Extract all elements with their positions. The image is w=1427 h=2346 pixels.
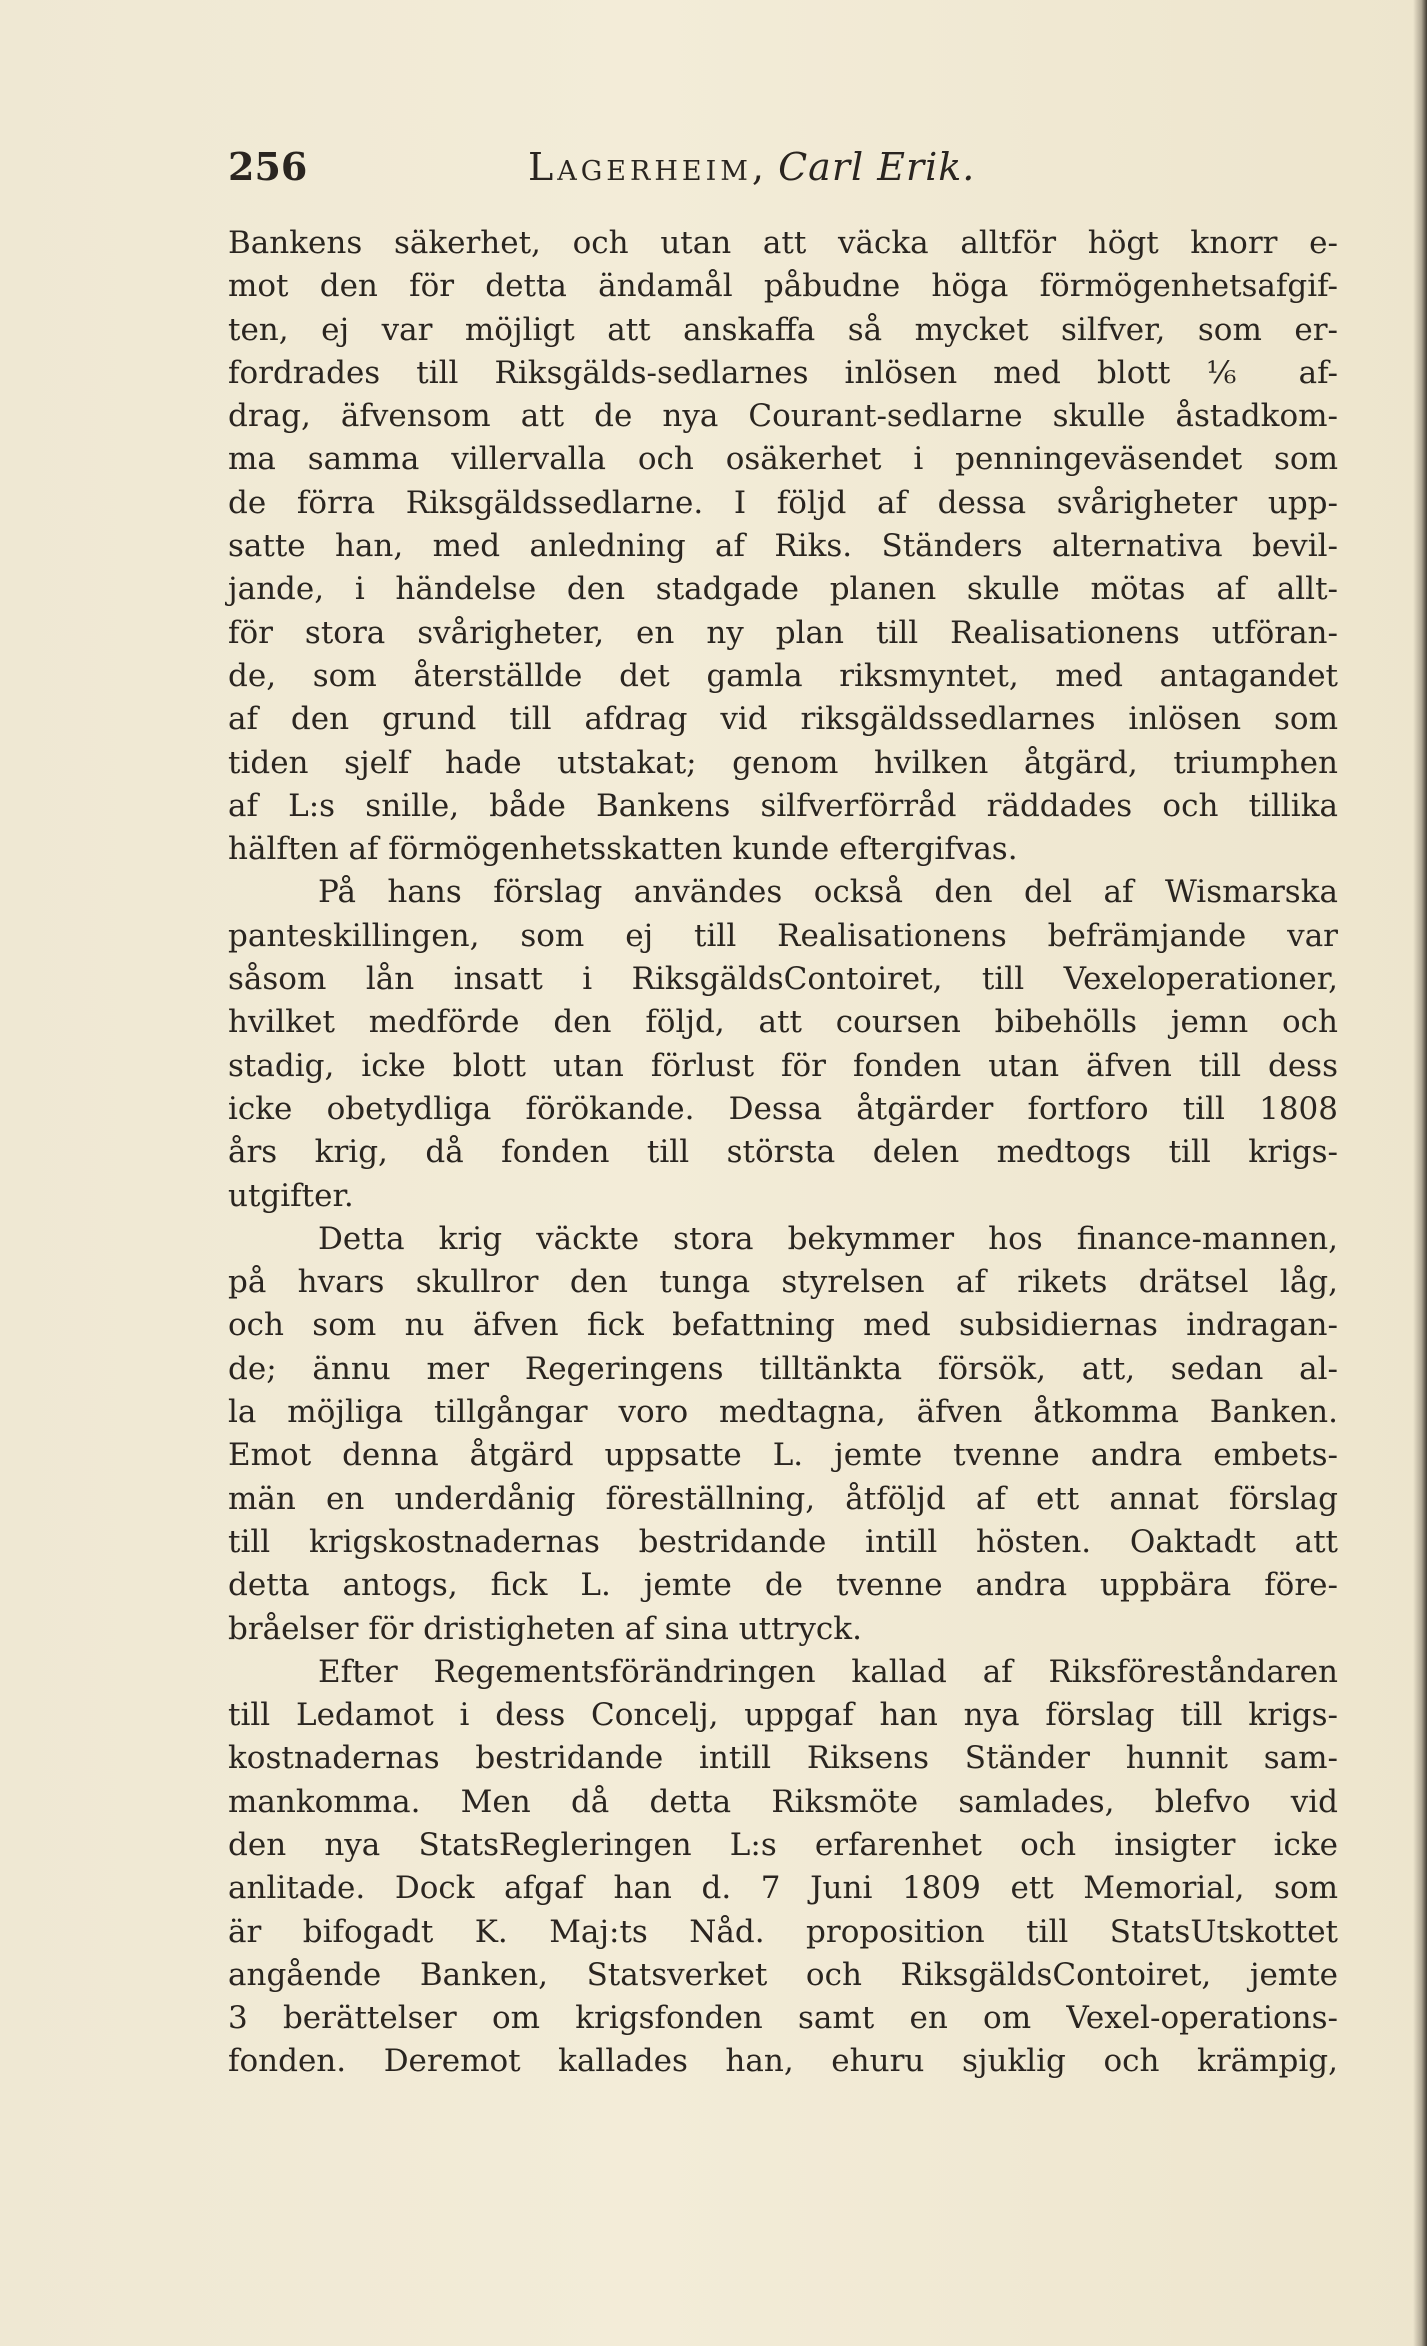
text-line: satte han, med anledning af Riks. Ständers alternativa bevil-: [228, 528, 1338, 565]
text-line: af den grund till afdrag vid riksgäldssedlarnes inlösen som: [228, 701, 1338, 738]
text-line: detta antogs, fick L. jemte de tvenne andra uppbära före-: [228, 1567, 1338, 1604]
text-line: icke obetydliga förökande. Dessa åtgärder fortforo till 1808: [228, 1090, 1338, 1127]
text-line: la möjliga tillgångar voro medtagna, äfven åtkomma Banken.: [228, 1394, 1338, 1431]
text-line: är bifogadt K. Maj:ts Nåd. proposition till StatsUtskottet: [228, 1913, 1338, 1950]
text-line: hvilket medförde den följd, att coursen bibehölls jemn och: [228, 1004, 1338, 1041]
text-line: bråelser för dristigheten af sina uttryck.: [228, 1610, 862, 1647]
text-line: ma samma villervalla och osäkerhet i penningeväsendet som: [228, 441, 1338, 478]
text-line: de förra Riksgäldssedlarne. I följd af dessa svårigheter upp-: [228, 484, 1338, 521]
text-line: anlitade. Dock afgaf han d. 7 Juni 1809 ett Memorial, som: [228, 1870, 1338, 1907]
text-line: kostnadernas bestridande intill Riksens Ständer hunnit sam-: [228, 1740, 1338, 1777]
text-line: På hans förslag användes också den del af Wismarska: [318, 874, 1338, 911]
text-line: stadig, icke blott utan förlust för fonden utan äfven till dess: [228, 1047, 1338, 1084]
text-line: drag, äfvensom att de nya Courant-sedlarne skulle åstadkom-: [228, 398, 1338, 435]
text-line: 3 berättelser om krigsfonden samt en om Vexel-operations-: [228, 2000, 1338, 2037]
text-line: på hvars skullror den tunga styrelsen af rikets drätsel låg,: [228, 1264, 1338, 1301]
text-line: de; ännu mer Regeringens tilltänkta försök, att, sedan al-: [228, 1350, 1338, 1387]
text-line: Detta krig väckte stora bekymmer hos finance-mannen,: [318, 1220, 1338, 1257]
text-line: utgifter.: [228, 1177, 354, 1214]
text-line: mankomma. Men då detta Riksmöte samlades, blefvo vid: [228, 1783, 1338, 1820]
text-line: för stora svårigheter, en ny plan till Realisationens utföran-: [228, 614, 1338, 651]
page-number: 256: [228, 144, 308, 189]
page-edge-shadow: [1413, 0, 1427, 2346]
text-line: jande, i händelse den stadgade planen skulle mötas af allt-: [228, 571, 1338, 608]
text-line: män en underdånig föreställning, åtföljd af ett annat förslag: [228, 1480, 1338, 1517]
text-line: såsom lån insatt i RiksgäldsContoiret, till Vexeloperationer,: [228, 961, 1338, 998]
page-header: [228, 143, 1328, 191]
text-line: Efter Regementsförändringen kallad af Riksföreståndaren: [318, 1653, 1338, 1690]
text-line: den nya StatsRegleringen L:s erfarenhet och insigter icke: [228, 1826, 1338, 1863]
text-line: till Ledamot i dess Concelj, uppgaf han nya förslag till krigs-: [228, 1697, 1338, 1734]
text-line: Emot denna åtgärd uppsatte L. jemte tvenne andra embets-: [228, 1437, 1338, 1474]
text-line: års krig, då fonden till största delen medtogs till krigs-: [228, 1134, 1338, 1171]
text-line: tiden sjelf hade utstakat; genom hvilken åtgärd, triumphen: [228, 744, 1338, 781]
text-line: panteskillingen, som ej till Realisationens befrämjande var: [228, 917, 1338, 954]
text-line: fordrades till Riksgälds-sedlarnes inlösen med blott ⅙ af-: [228, 354, 1338, 391]
text-line: angående Banken, Statsverket och RiksgäldsContoiret, jemte: [228, 1956, 1338, 1993]
text-line: och som nu äfven fick befattning med subsidiernas indragan-: [228, 1307, 1338, 1344]
text-line: Bankens säkerhet, och utan att väcka alltför högt knorr e-: [228, 225, 1338, 261]
text-line: fonden. Deremot kallades han, ehuru sjuklig och krämpig,: [228, 2043, 1338, 2080]
text-line: hälften af förmögenhetsskatten kunde eftergifvas.: [228, 831, 1018, 868]
body-text: [228, 222, 1338, 2084]
text-line: af L:s snille, både Bankens silfverförråd räddades och tillika: [228, 787, 1338, 824]
running-head-surname: Lagerheim: [528, 145, 752, 189]
text-line: de, som återställde det gamla riksmyntet, med antagandet: [228, 657, 1338, 694]
text-line: mot den för detta ändamål påbudne höga förmögenhetsafgif-: [228, 268, 1338, 305]
text-line: ten, ej var möjligt att anskaffa så mycket silfver, som er-: [228, 311, 1338, 348]
text-line: till krigskostnadernas bestridande intill hösten. Oaktadt att: [228, 1523, 1338, 1560]
running-head-given-name: Carl Erik.: [778, 145, 976, 189]
running-head: Lagerheim, Carl Erik.: [528, 145, 976, 189]
